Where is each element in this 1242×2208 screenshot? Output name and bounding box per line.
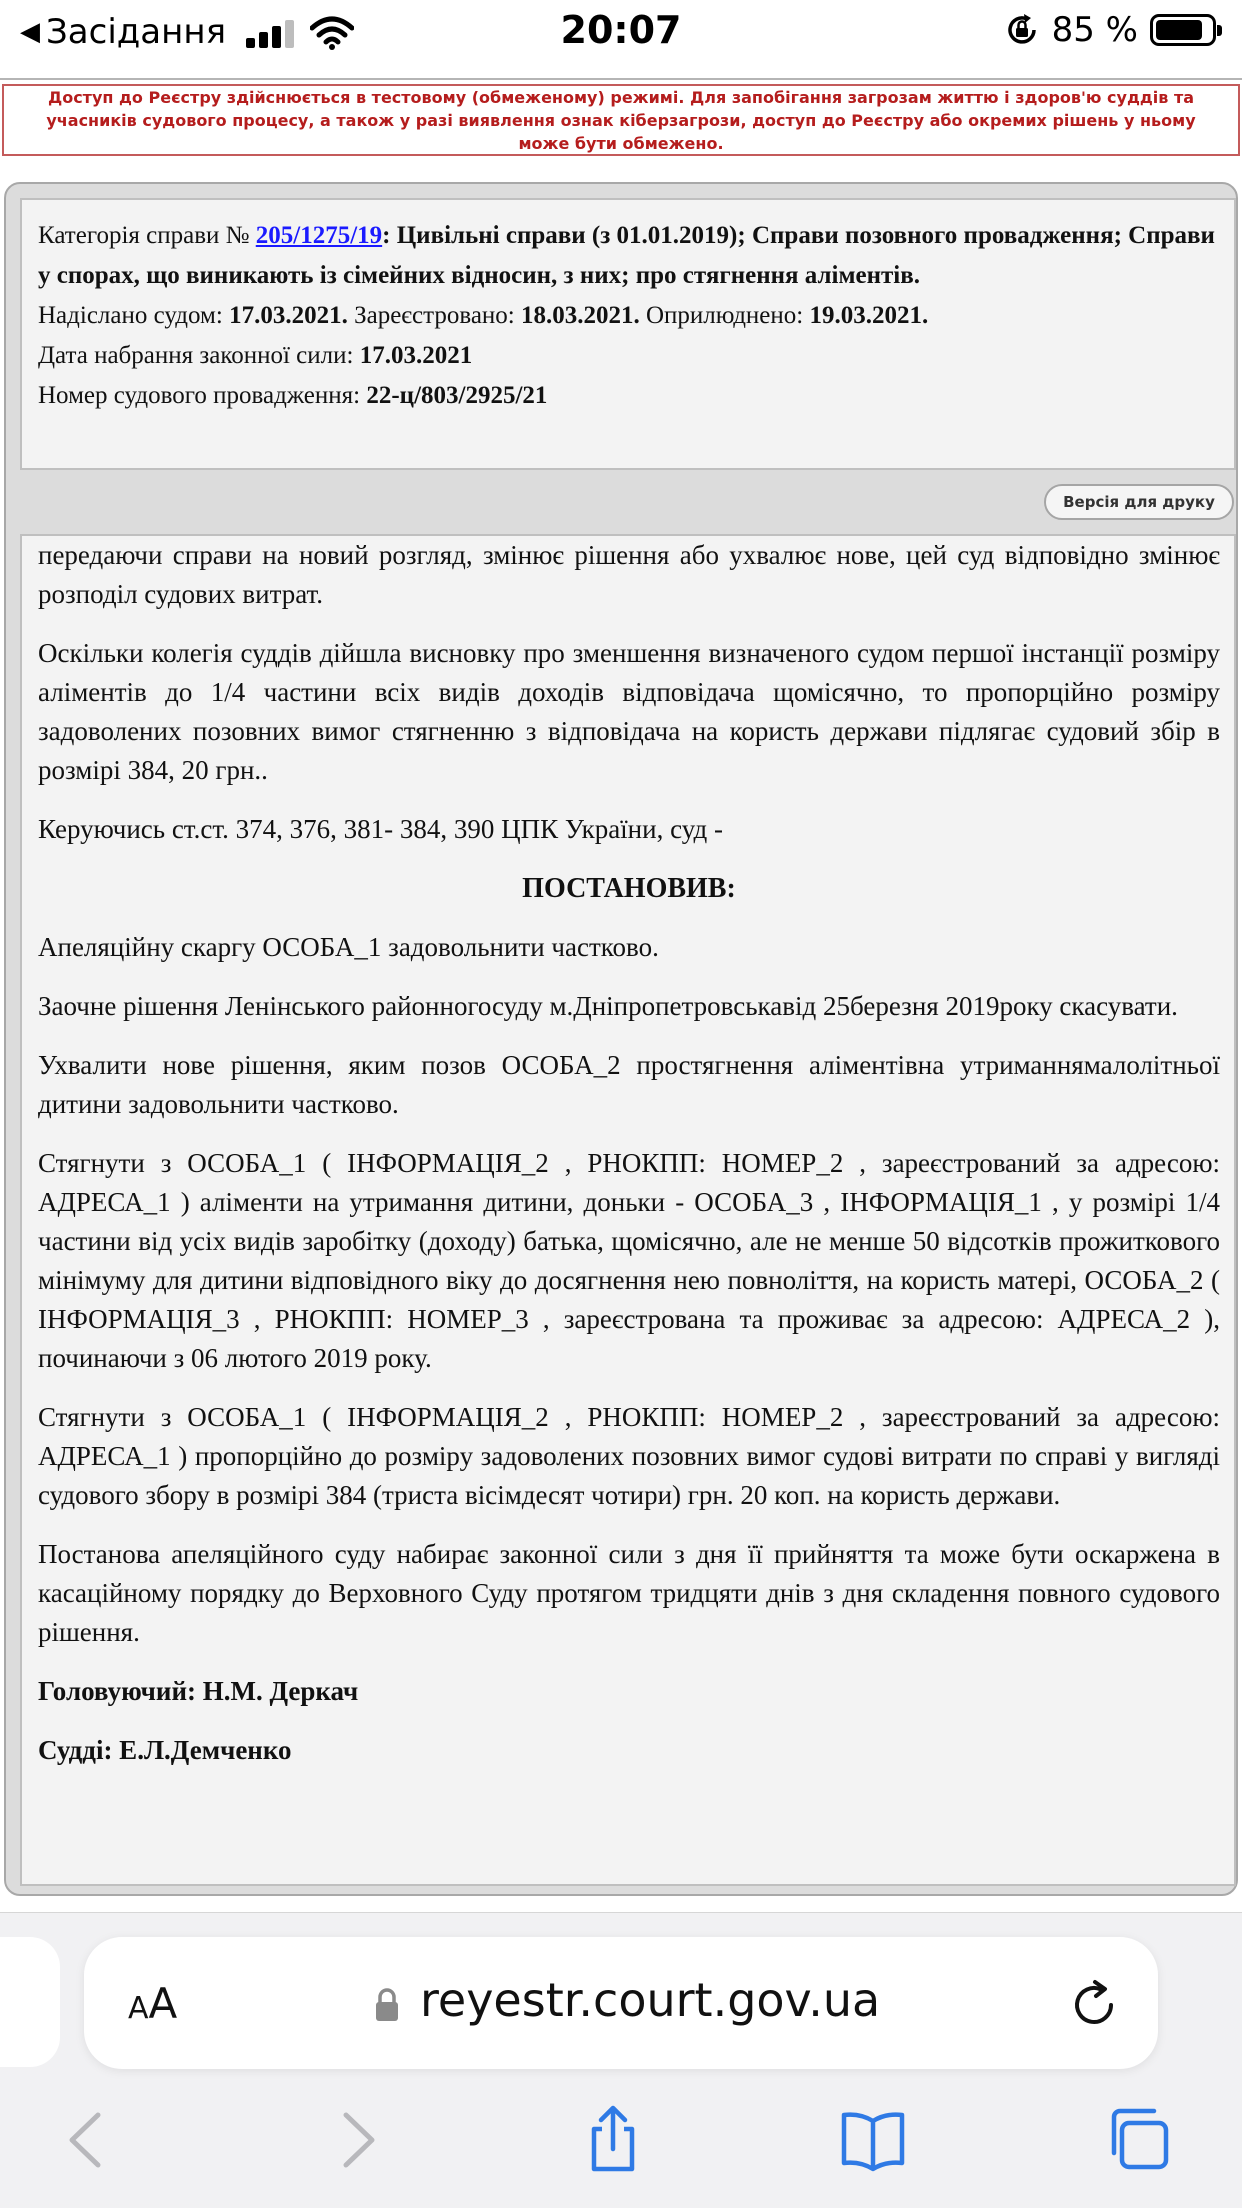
print-version-button[interactable]: Версія для друку xyxy=(1044,484,1234,520)
status-right xyxy=(1004,10,1216,50)
text-size-large: A xyxy=(148,1979,178,2028)
address-bar[interactable] xyxy=(84,1937,1158,2069)
effective-date-line xyxy=(38,336,1218,376)
effective-label: Дата набрання законної сили: xyxy=(38,342,360,369)
published-label: Оприлюднено: xyxy=(639,302,810,329)
proceeding-label: Номер судового провадження: xyxy=(38,382,367,409)
main-container xyxy=(4,182,1238,1896)
lock-icon xyxy=(374,1987,400,2023)
effective-value: 17.03.2021 xyxy=(359,342,473,369)
battery-percent: 85 % xyxy=(1051,10,1138,50)
text-size-button[interactable] xyxy=(128,1979,177,2028)
paragraph: Керуючись ст.ст. 374, 376, 381- 384, 390 ЦПК України, суд - xyxy=(38,814,723,844)
browser-toolbar xyxy=(0,2093,1242,2193)
back-app-label: Засідання xyxy=(46,12,227,52)
paragraph: Оскільки колегія суддів дійшла висновку про зменшення визначеного судом першої інстанції розміру аліментів до 1/4 частини всіх видів доходів відповідача щомісячно, то пропорційно розміру задоволених позовних вимог стягненню з відповідача на користь держави підлягає судовий збір в розмірі 384, 20 грн.. xyxy=(38,638,1220,785)
reload-icon[interactable] xyxy=(1068,1979,1120,2031)
paragraph: Заочне рішення Ленінського районногосуду м.Дніпропетровськавід 25березня 2019року скасувати. xyxy=(38,991,1178,1021)
category-text: : Цивільні справи (з 01.01.2019); Справи позовного провадження; Справи у спорах, що виникають із сімейних відносин, з них; про стягнення аліментів. xyxy=(38,222,1215,289)
registered-value: 18.03.2021. xyxy=(521,302,640,329)
paragraph: Ухвалити нове рішення, яким позов ОСОБА_2 простягнення аліментівна утриманнямалолітньої дитини задовольнити частково. xyxy=(38,1050,1220,1119)
previous-tab-peek[interactable] xyxy=(0,1937,60,2067)
share-icon[interactable] xyxy=(578,2105,648,2175)
tabs-icon[interactable] xyxy=(1102,2105,1172,2175)
decision-text xyxy=(20,534,1236,1886)
url-text[interactable]: reyestr.court.gov.ua xyxy=(420,1973,881,2027)
presiding-judge: Головуючий: Н.М. Деркач xyxy=(38,1676,359,1706)
divider xyxy=(0,78,1242,80)
category-prefix: Категорія справи № xyxy=(38,222,256,249)
bookmarks-icon[interactable] xyxy=(838,2105,908,2175)
proceeding-value: 22-ц/803/2925/21 xyxy=(366,382,548,409)
dates-line xyxy=(38,296,1218,336)
warning-text: Доступ до Реєстру здійснюється в тестовому (обмеженому) режимі. Для запобігання загрозам життю і здоров'ю суддів та учасників судового процесу, а також у разі виявлення ознак кіберзагрози, доступ до Реєстру або окремих рішень у ньому може бути обмежено. xyxy=(46,87,1196,153)
paragraph: Стягнути з ОСОБА_1 ( ІНФОРМАЦІЯ_2 , РНОКПП: НОМЕР_2 , зареєстрований за адресою: АДРЕСА_1 ) пропорційно до розміру задоволених позовних вимог судові витрати по справі у вигляді судового збору в розмірі 384 (триста вісімдесят чотири) грн. 20 коп. на користь держави. xyxy=(38,1402,1220,1510)
registry-warning-banner xyxy=(2,84,1240,156)
case-category-line xyxy=(38,216,1218,296)
status-bar xyxy=(0,0,1242,66)
case-number-link[interactable]: 205/1275/19 xyxy=(255,222,383,249)
back-triangle-icon: ◀ xyxy=(20,17,40,47)
proceeding-number-line xyxy=(38,376,1218,416)
case-info-box xyxy=(20,198,1236,470)
sent-label: Надіслано судом: xyxy=(38,302,230,329)
forward-chevron-icon[interactable] xyxy=(322,2105,392,2175)
back-chevron-icon[interactable] xyxy=(52,2105,122,2175)
battery-icon xyxy=(1150,14,1216,46)
battery-fill xyxy=(1156,20,1202,40)
paragraph: Стягнути з ОСОБА_1 ( ІНФОРМАЦІЯ_2 , РНОКПП: НОМЕР_2 , зареєстрований за адресою: АДРЕСА_1 ) аліменти на утримання дитини, доньки - ОСОБА_3 , ІНФОРМАЦІЯ_1 , у розмірі 1/4 частини від усіх видів заробітку (доходу) батька, щомісячно, але не менше 50 відсотків прожиткового мінімуму для дитини відповідного віку до досягнення нею повноліття, на користь матері, ОСОБА_2 ( ІНФОРМАЦІЯ_3 , РНОКПП: НОМЕР_3 , зареєстрована та проживає за адресою: АДРЕСА_2 ), починаючи з 06 лютого 2019 року. xyxy=(38,1148,1220,1373)
sent-value: 17.03.2021. xyxy=(229,302,348,329)
paragraph: Постанова апеляційного суду набирає законної сили з дня її прийняття та може бути оскаржена в касаційному порядку до Верховного Суду протягом тридцяти днів з дня складення повного судового рішення. xyxy=(38,1539,1220,1647)
text-size-small: A xyxy=(128,1991,149,2026)
paragraph: передаючи справи на новий розгляд, змінює рішення або ухвалює нове, цей суд відповідно змінює розподіл судових витрат. xyxy=(38,540,1220,609)
published-value: 19.03.2021. xyxy=(809,302,929,329)
clock: 20:07 xyxy=(560,8,682,52)
orientation-lock-icon xyxy=(1004,12,1040,48)
registered-label: Зареєстровано: xyxy=(347,302,521,329)
browser-bottom-bar xyxy=(0,1912,1242,2208)
paragraph: Апеляційну скаргу ОСОБА_1 задовольнити частково. xyxy=(38,932,659,962)
judges: Судді: Е.Л.Демченко xyxy=(38,1735,292,1765)
resolution-heading: ПОСТАНОВИВ: xyxy=(522,873,736,904)
